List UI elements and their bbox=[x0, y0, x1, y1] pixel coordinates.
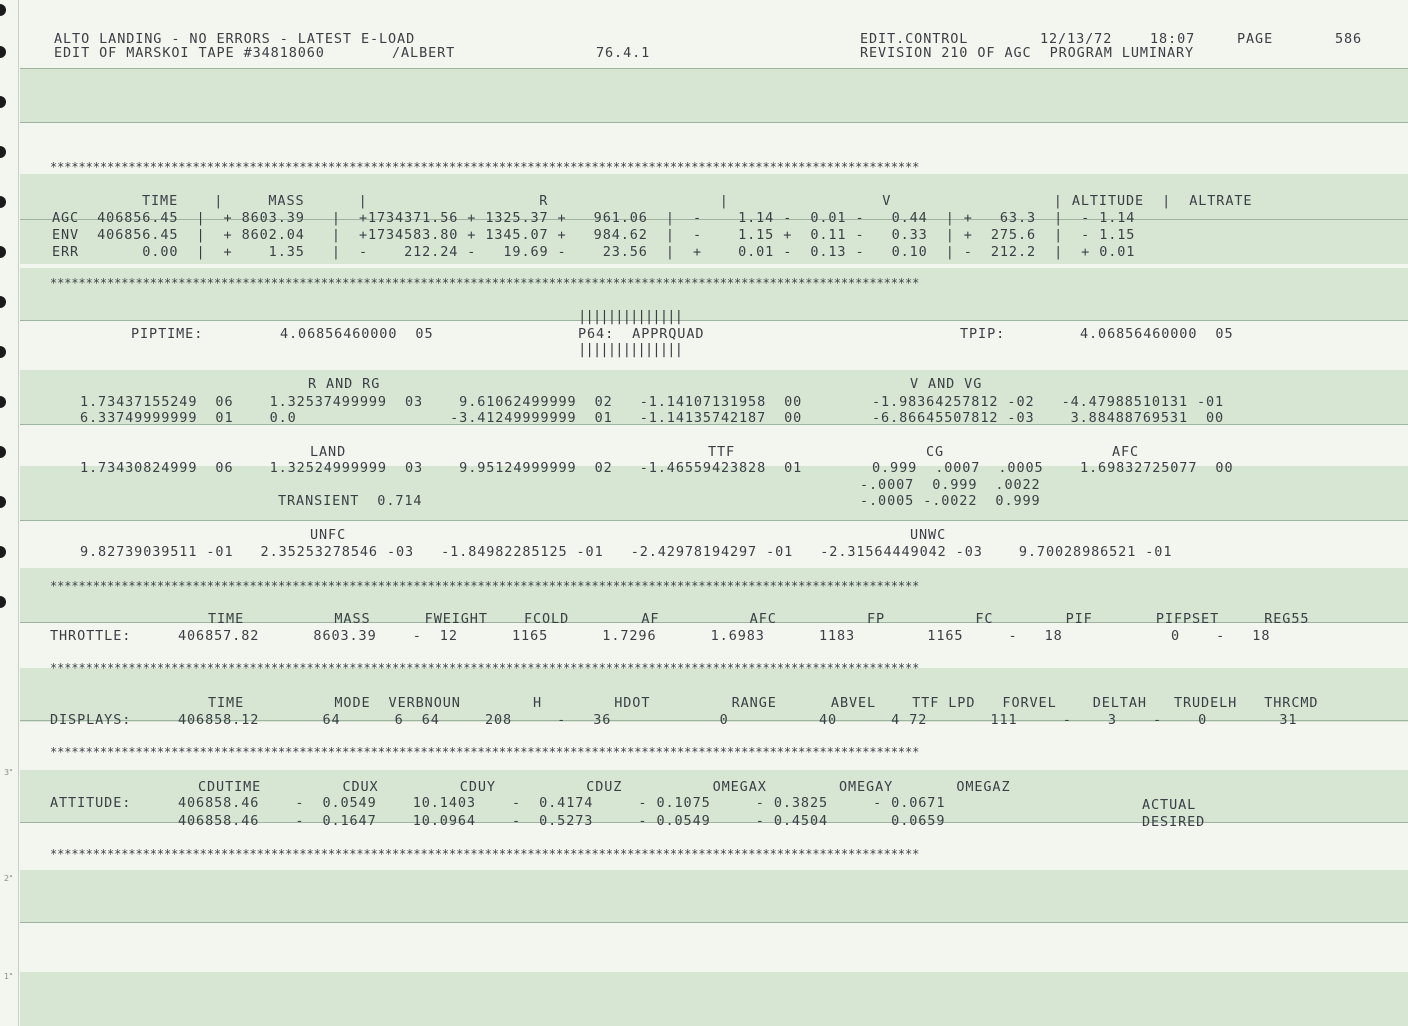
state-row-agc: AGC 406856.45 | + 8603.39 | +1734371.56 + 1325.37 + 961.06 | - 1.14 - 0.01 - 0.44 | + 63.3 | - 1.14 bbox=[52, 210, 1136, 226]
green-band bbox=[20, 68, 1408, 122]
desired-label: DESIRED bbox=[1142, 814, 1206, 830]
state-row-env: ENV 406856.45 | + 8602.04 | +1734583.80 + 1345.07 + 984.62 | - 1.15 + 0.11 - 0.33 | + 275.6 | - 1.15 bbox=[52, 227, 1136, 243]
binder-hole bbox=[0, 246, 6, 258]
r-row-2: 6.33749999999 01 0.0 -3.41249999999 01 -1.14135742187 00 bbox=[80, 410, 803, 426]
author: /ALBERT bbox=[392, 45, 456, 61]
piptime-value: 4.06856460000 05 bbox=[280, 326, 434, 342]
piptime-label: PIPTIME: bbox=[131, 326, 204, 342]
program-marker-top: |||||||||||||| bbox=[578, 309, 683, 325]
version-code: 76.4.1 bbox=[596, 45, 651, 61]
displays-label: DISPLAYS: bbox=[50, 712, 132, 728]
binder-hole bbox=[0, 196, 6, 208]
separator-stars: ************************************************************************************************************************** bbox=[50, 276, 920, 290]
green-band bbox=[20, 972, 1408, 1026]
ttf-label: TTF bbox=[708, 444, 736, 460]
attitude-desired-row: 406858.46 - 0.1647 10.0964 - 0.5273 - 0.0549 - 0.4504 0.0659 bbox=[178, 813, 946, 829]
rule bbox=[20, 68, 1408, 69]
throttle-label: THROTTLE: bbox=[50, 628, 132, 644]
cg-row-1: 0.999 .0007 .0005 bbox=[872, 460, 1044, 476]
edit-control: EDIT.CONTROL bbox=[860, 31, 969, 47]
land-label: LAND bbox=[310, 444, 347, 460]
rule bbox=[20, 320, 1408, 321]
unfc-label: UNFC bbox=[310, 527, 347, 543]
program-marker-bottom: |||||||||||||| bbox=[578, 342, 683, 358]
afc-label: AFC bbox=[1112, 444, 1140, 460]
tpip-value: 4.06856460000 05 bbox=[1080, 326, 1234, 342]
rule bbox=[20, 922, 1408, 923]
throttle-values: 406857.82 8603.39 - 12 1165 1.7296 1.6983 1183 1165 - 18 0 - 18 bbox=[178, 628, 1271, 644]
attitude-actual-row: 406858.46 - 0.0549 10.1403 - 0.4174 - 0.1075 - 0.3825 - 0.0671 bbox=[178, 795, 946, 811]
binder-hole bbox=[0, 96, 6, 108]
unwc-label: UNWC bbox=[910, 527, 947, 543]
throttle-header: TIME MASS FWEIGHT FCOLD AF AFC FP FC PIF PIFPSET REG55 bbox=[208, 611, 1310, 627]
program-name: P64: APPRQUAD bbox=[578, 326, 705, 342]
cg-row-2: -.0007 0.999 .0022 bbox=[860, 477, 1041, 493]
margin-mark: 2" bbox=[4, 874, 13, 883]
binder-hole bbox=[0, 146, 6, 158]
attitude-label: ATTITUDE: bbox=[50, 795, 132, 811]
paper-edge bbox=[18, 0, 19, 1026]
binder-hole bbox=[0, 46, 6, 58]
margin-mark: 3" bbox=[4, 768, 13, 777]
tape-label: EDIT OF MARSKOI TAPE #34818060 bbox=[54, 45, 325, 61]
state-row-err: ERR 0.00 | + 1.35 | - 212.24 - 19.69 - 23.56 | + 0.01 - 0.13 - 0.10 | - 212.2 | + 0.01 bbox=[52, 244, 1136, 260]
binder-hole bbox=[0, 296, 6, 308]
land-row: 1.73430824999 06 1.32524999999 03 9.95124999999 02 -1.46559423828 01 bbox=[80, 460, 803, 476]
separator-stars: ************************************************************************************************************************** bbox=[50, 579, 920, 593]
tpip-label: TPIP: bbox=[960, 326, 1006, 342]
transient: TRANSIENT 0.714 bbox=[278, 493, 423, 509]
r-label: R AND RG bbox=[308, 376, 381, 392]
binder-hole bbox=[0, 4, 6, 16]
revision: REVISION 210 OF AGC PROGRAM LUMINARY bbox=[860, 45, 1195, 61]
r-row-1: 1.73437155249 06 1.32537499999 03 9.61062499999 02 -1.14107131958 00 bbox=[80, 394, 803, 410]
unit-vector-row: 9.82739039511 -01 2.35253278546 -03 -1.84982285125 -01 -2.42978194297 -01 -2.31564449042 -03 9.70028986521 -01 bbox=[80, 544, 1173, 560]
cg-row-3: -.0005 -.0022 0.999 bbox=[860, 493, 1041, 509]
binder-hole bbox=[0, 496, 6, 508]
rule bbox=[20, 122, 1408, 123]
binder-hole bbox=[0, 446, 6, 458]
actual-label: ACTUAL bbox=[1142, 797, 1197, 813]
attitude-header: CDUTIME CDUX CDUY CDUZ OMEGAX OMEGAY OMEGAZ bbox=[198, 779, 1011, 795]
report-title: ALTO LANDING - NO ERRORS - LATEST E-LOAD bbox=[54, 31, 416, 47]
print-time: 18:07 bbox=[1150, 31, 1196, 47]
margin-mark: 1" bbox=[4, 972, 13, 981]
separator-stars: ************************************************************************************************************************** bbox=[50, 661, 920, 675]
print-date: 12/13/72 bbox=[1040, 31, 1113, 47]
v-label: V AND VG bbox=[910, 376, 983, 392]
binder-hole bbox=[0, 596, 6, 608]
cg-label: CG bbox=[926, 444, 945, 460]
v-row-1: -1.98364257812 -02 -4.47988510131 -01 bbox=[872, 394, 1225, 410]
separator-stars: ************************************************************************************************************************** bbox=[50, 745, 920, 759]
v-row-2: -6.86645507812 -03 3.88488769531 00 bbox=[872, 410, 1225, 426]
binder-hole bbox=[0, 346, 6, 358]
displays-header: TIME MODE VERBNOUN H HDOT RANGE ABVEL TTF LPD FORVEL DELTAH TRUDELH THRCMD bbox=[208, 695, 1319, 711]
green-band bbox=[20, 870, 1408, 922]
binder-hole bbox=[0, 546, 6, 558]
page-label: PAGE bbox=[1237, 31, 1274, 47]
rule bbox=[20, 520, 1408, 521]
page-number: 586 bbox=[1335, 31, 1363, 47]
afc-value: 1.69832725077 00 bbox=[1080, 460, 1234, 476]
separator-stars: ************************************************************************************************************************** bbox=[50, 160, 920, 174]
separator-stars: ************************************************************************************************************************** bbox=[50, 847, 920, 861]
state-table-header: TIME | MASS | R | V | ALTITUDE | ALTRATE bbox=[142, 193, 1253, 209]
binder-hole bbox=[0, 396, 6, 408]
displays-values: 406858.12 64 6 64 208 - 36 0 40 4 72 111 - 3 - 0 31 bbox=[178, 712, 1298, 728]
